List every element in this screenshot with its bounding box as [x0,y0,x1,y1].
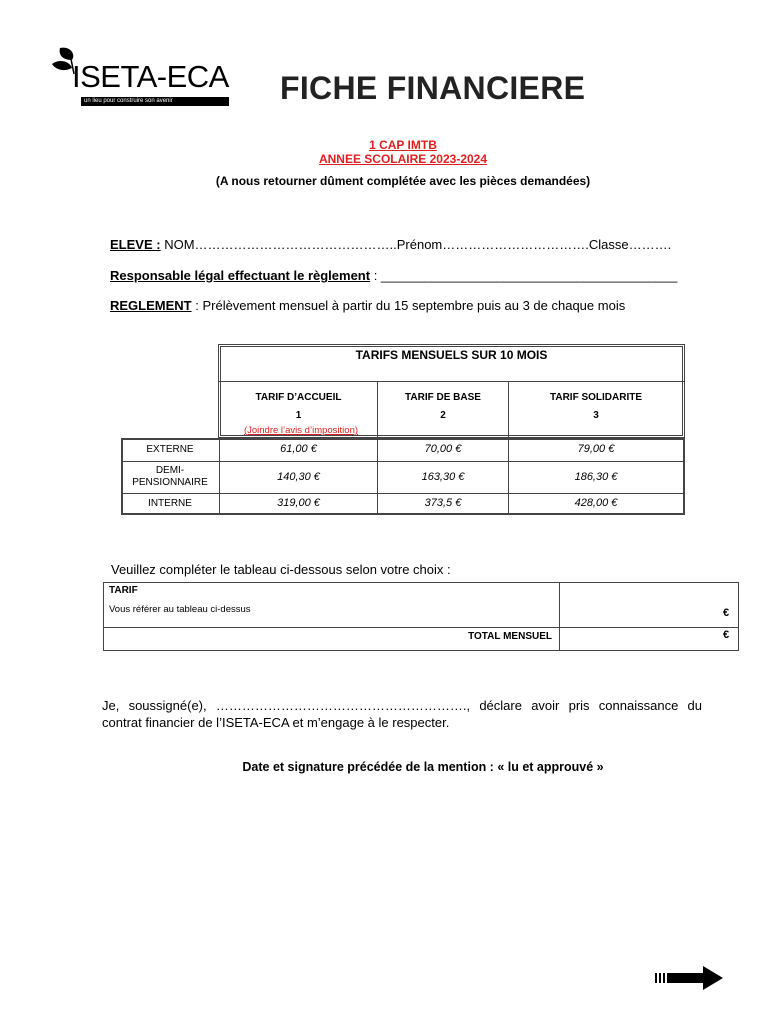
col-number: 1 [295,410,302,421]
declaration-text: Je, soussigné(e), …………………………………………………., déclare avoir pris connaissance du contrat financier de l’ISETA-ECA et m’engage à le respecter. [102,698,702,730]
tarif-table-title: TARIFS MENSUELS SUR 10 MOIS [218,344,685,382]
total-value-field[interactable] [560,628,738,650]
reglement-label: REGLEMENT [110,298,192,313]
currency-symbol: € [723,607,730,619]
table-cell: 428,00 € [574,497,618,509]
school-year: ANNEE SCOLAIRE 2023-2024 [318,152,488,166]
col-head-accueil [220,389,377,425]
table-cell: 373,5 € [424,497,462,509]
choice-intro: Veuillez compléter le tableau ci-dessous selon votre choix : [111,562,451,577]
row-label-line: DEMI- [155,465,185,476]
signature-instruction: Date et signature précédée de la mention : « lu et approuvé » [242,760,604,774]
total-label: TOTAL MENSUEL [468,631,552,642]
table-cell: 186,30 € [574,471,618,483]
reglement-line [110,298,625,313]
responsable-label: Responsable légal effectuant le règlement [110,268,371,283]
program-name: 1 CAP IMTB [369,138,437,152]
reglement-text: : Prélèvement mensuel à partir du 15 septembre puis au 3 de chaque mois [191,298,626,313]
page-title: FICHE FINANCIERE [280,70,586,106]
table-cell: 70,00 € [424,443,462,455]
school-logo [50,44,235,108]
accueil-note: (Joindre l’avis d’imposition) [243,425,359,436]
responsable-line[interactable] [110,268,677,283]
eleve-fields[interactable]: NOM………………………………………..Prénom…………………………….Classe………. [160,237,672,252]
eleve-line[interactable] [110,237,671,252]
col-number: 3 [593,410,599,421]
logo-wordmark: ISETA-ECA [72,59,229,94]
col-head-solidarite [509,389,683,425]
row-label-line: PENSIONNAIRE [132,477,208,488]
row-label-demi [121,465,219,489]
tarif-hint: Vous référer au tableau ci-dessus [109,604,251,615]
table-cell: 140,30 € [277,471,320,483]
next-page-arrow-icon [655,966,725,990]
row-label-externe: EXTERNE [146,444,194,455]
col-name: TARIF SOLIDARITE [549,392,643,403]
return-instruction: (A nous retourner dûment complétée avec les pièces demandées) [215,174,591,188]
row-divider [121,493,685,494]
col-name: TARIF D’ACCUEIL [255,392,342,403]
tarif-value-field[interactable] [560,583,738,626]
logo-tagline: un lieu pour construire son avenir [84,98,173,104]
currency-symbol: € [723,629,730,641]
col-head-base [378,389,508,425]
table-cell: 61,00 € [280,443,317,455]
table-cell: 163,30 € [421,471,465,483]
table-cell: 319,00 € [277,497,320,509]
col-number: 2 [440,410,446,421]
eleve-label: ELEVE : [110,237,161,252]
table-cell: 79,00 € [577,443,615,455]
row-divider [121,461,685,462]
responsable-field[interactable]: : _________________________________________ [370,268,678,283]
row-label-interne: INTERNE [148,498,192,509]
tarif-label: TARIF [109,585,138,596]
col-name: TARIF DE BASE [405,392,481,403]
